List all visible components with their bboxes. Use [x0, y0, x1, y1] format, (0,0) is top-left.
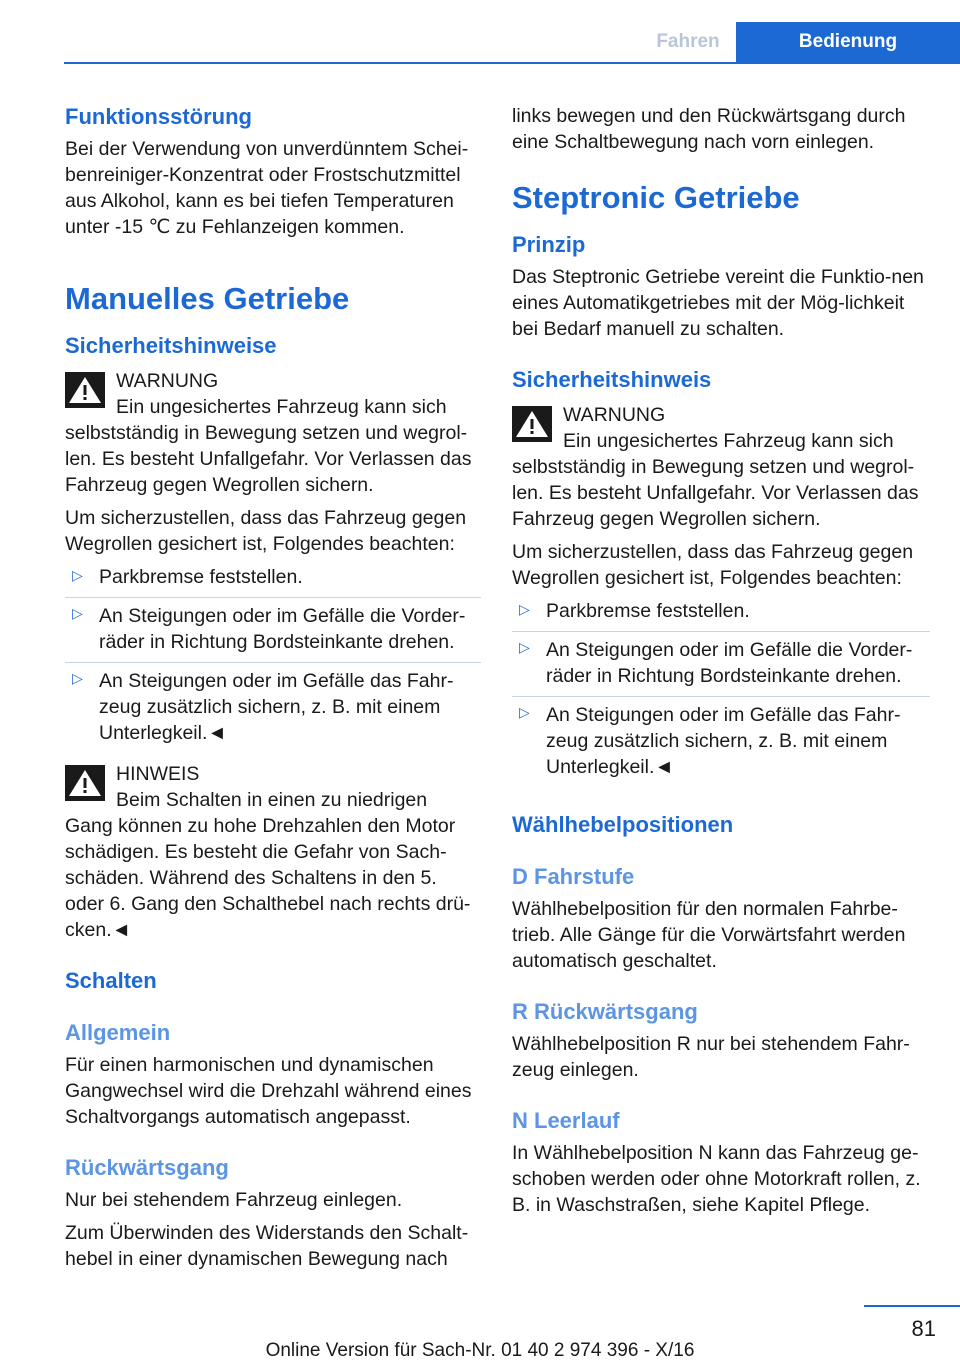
warning-block [65, 368, 481, 498]
rueckwaertsgang-paragraph-1: Nur bei stehendem Fahrzeug einlegen. [65, 1189, 403, 1211]
warning-text: selbstständig in Bewegung setzen und wegrol‐len. Es besteht Unfallgefahr. Vor Verlassen das Fahrzeug gegen Wegrollen sichern. [65, 422, 472, 496]
notice-first-line: Beim Schalten in einen zu niedrigen [116, 789, 428, 811]
list-item [65, 662, 481, 753]
section-heading-funktionsstoerung: Funktionsstörung [65, 104, 252, 129]
list-item [512, 631, 930, 696]
continuation-paragraph: links bewegen und den Rückwärtsgang durch eine Schaltbewegung nach vorn einlegen. [512, 105, 906, 153]
section-heading-sicherheitshinweis: Sicherheitshinweis [512, 367, 712, 392]
triangle-bullet-icon: ▷ [519, 704, 530, 720]
list-item-text: An Steigungen oder im Gefälle die Vorder‐räder in Richtung Bordsteinkante drehen. [546, 639, 913, 687]
left-column [65, 103, 481, 1279]
r-rueckwaertsgang-paragraph: Wählhebelposition R nur bei stehendem Fahr‐zeug einlegen. [512, 1033, 910, 1081]
section-heading-waehlhebelpositionen: Wählhebelpositionen [512, 812, 734, 837]
header-rule [64, 62, 960, 64]
subheading-r-rueckwaertsgang: R Rückwärtsgang [512, 999, 698, 1024]
warning-triangle-icon [65, 765, 105, 801]
warning-first-line: Ein ungesichertes Fahrzeug kann sich [116, 396, 447, 418]
tab-fahren[interactable]: Fahren [640, 22, 736, 62]
list-item-text: An Steigungen oder im Gefälle die Vorder‐räder in Richtung Bordsteinkante drehen. [99, 605, 466, 653]
footer-rule [864, 1305, 960, 1307]
notice-block [65, 761, 481, 943]
list-item-text: Parkbremse feststellen. [546, 600, 750, 622]
right-column [512, 103, 930, 1225]
prinzip-paragraph: Das Steptronic Getriebe vereint die Funktio‐nen eines Automatikgetriebes mit der Mög‐lichkeit bei Bedarf manuell zu schalten. [512, 266, 924, 340]
n-leerlauf-paragraph: In Wählhebelposition N kann das Fahrzeug ge‐schoben werden oder ohne Motorkraft rollen, z. B. in Waschstraßen, siehe Kapitel Pflege. [512, 1142, 921, 1216]
subheading-allgemein: Allgemein [65, 1020, 171, 1045]
list-item-text: An Steigungen oder im Gefälle das Fahr‐zeug zusätzlich sichern, z. B. mit einem Unterlegkeil.◄ [546, 704, 901, 778]
tab-bedienung[interactable]: Bedienung [736, 22, 960, 62]
chapter-heading-steptronic: Steptronic Getriebe [512, 180, 800, 215]
page-header [640, 22, 960, 62]
intro-paragraph: Um sicherzustellen, dass das Fahrzeug gegen Wegrollen gesichert ist, Folgendes beachten: [512, 541, 914, 589]
warning-triangle-icon [512, 406, 552, 442]
subheading-n-leerlauf: N Leerlauf [512, 1108, 620, 1133]
notice-label: HINWEIS [116, 763, 200, 785]
allgemein-paragraph: Für einen harmonischen und dynamischen Gangwechsel wird die Drehzahl während eines Schaltvorgangs automatisch angepasst. [65, 1054, 472, 1128]
warning-triangle-icon [65, 372, 105, 408]
intro-paragraph: Um sicherzustellen, dass das Fahrzeug gegen Wegrollen gesichert ist, Folgendes beachten: [65, 507, 467, 555]
triangle-bullet-icon: ▷ [72, 670, 83, 686]
warning-label: WARNUNG [563, 404, 666, 426]
triangle-bullet-icon: ▷ [519, 639, 530, 655]
notice-text: Gang können zu hohe Drehzahlen den Motor schädigen. Es besteht die Gefahr von Sach‐schäden. Während des Schaltens in den 5. oder 6. Gang den Schalthebel nach rechts drü‐cken.◄ [65, 815, 471, 941]
page-number: 81 [911, 1316, 936, 1341]
warning-label: WARNUNG [116, 370, 219, 392]
list-item [65, 564, 481, 597]
list-item-text: Parkbremse feststellen. [99, 566, 303, 588]
section-heading-schalten: Schalten [65, 968, 157, 993]
d-fahrstufe-paragraph: Wählhebelposition für den normalen Fahrbe‐trieb. Alle Gänge für die Vorwärtsfahrt werden automatisch geschaltet. [512, 898, 906, 972]
triangle-bullet-icon: ▷ [72, 567, 83, 583]
warning-text: selbstständig in Bewegung setzen und wegrol‐len. Es besteht Unfallgefahr. Vor Verlassen das Fahrzeug gegen Wegrollen sichern. [512, 456, 919, 530]
warning-first-line: Ein ungesichertes Fahrzeug kann sich [563, 430, 894, 452]
triangle-bullet-icon: ▷ [519, 601, 530, 617]
section-heading-sicherheitshinweise: Sicherheitshinweise [65, 333, 277, 358]
subheading-d-fahrstufe: D Fahrstufe [512, 864, 635, 889]
subheading-rueckwaertsgang: Rückwärtsgang [65, 1155, 229, 1180]
triangle-bullet-icon: ▷ [72, 605, 83, 621]
warning-block [512, 402, 930, 532]
list-item-text: An Steigungen oder im Gefälle das Fahr‐zeug zusätzlich sichern, z. B. mit einem Unterlegkeil.◄ [99, 670, 454, 744]
rueckwaertsgang-paragraph-2: Zum Überwinden des Widerstands den Schalt‐hebel in einer dynamischen Bewegung nach [65, 1222, 469, 1270]
chapter-heading-manuelles-getriebe: Manuelles Getriebe [65, 281, 350, 316]
funktionsstoerung-paragraph: Bei der Verwendung von unverdünntem Schei‐benreiniger-Konzentrat oder Frostschutzmittel aus Alkohol, kann es bei tiefen Temperaturen unter -15 ℃ zu Fehlanzeigen kommen. [65, 138, 469, 238]
list-item [512, 696, 930, 787]
footer-version-text: Online Version für Sach-Nr. 01 40 2 974 396 - X/16 [265, 1340, 695, 1361]
bullet-list [512, 598, 930, 787]
list-item [65, 597, 481, 662]
list-item [512, 598, 930, 631]
bullet-list [65, 564, 481, 753]
section-heading-prinzip: Prinzip [512, 232, 586, 257]
